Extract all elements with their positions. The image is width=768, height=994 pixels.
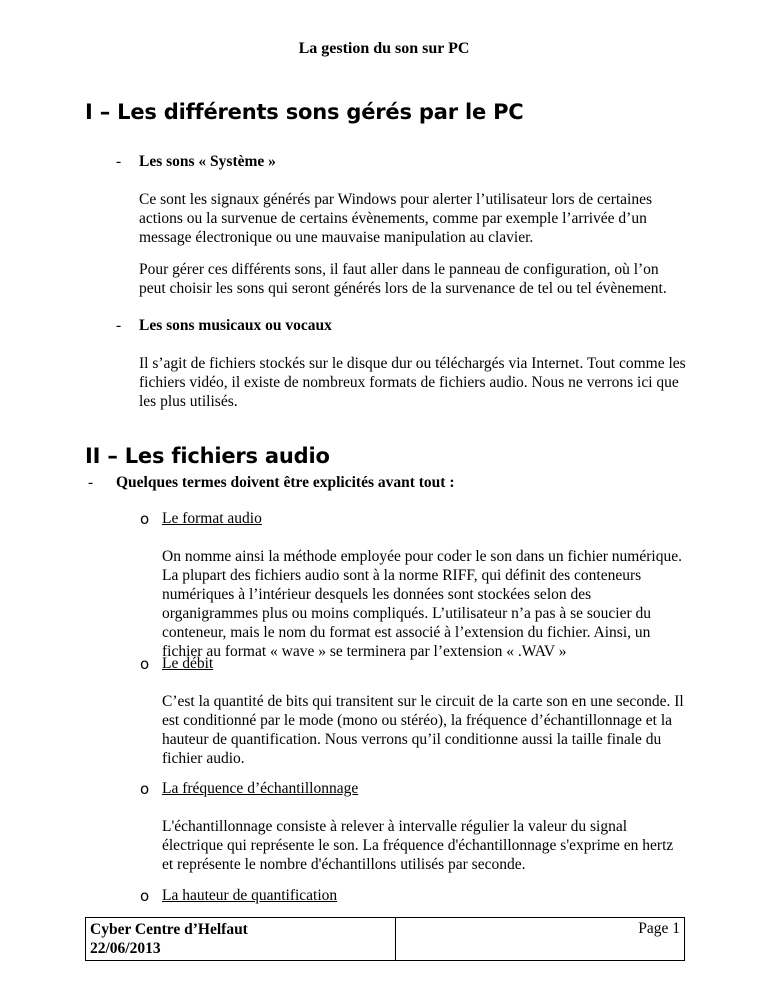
section-1-heading: I – Les différents sons gérés par le PC <box>85 100 524 124</box>
term-sampling-frequency-title: La fréquence d’échantillonnage <box>162 780 359 797</box>
footer-org <box>86 918 396 960</box>
terms-intro: Quelques termes doivent être explicités avant tout : <box>116 474 455 491</box>
dash-bullet: - <box>116 153 122 170</box>
item-system-sounds-para-2: Pour gérer ces différents sons, il faut aller dans le panneau de configuration, où l’on peut choisir les sons qui seront générés lors de la survenance de tel ou tel évènement. <box>139 261 667 297</box>
footer-date: 22/06/2013 <box>90 940 161 957</box>
term-format-audio-text: On nomme ainsi la méthode employée pour coder le son dans un fichier numérique. La plupart des fichiers audio sont à la norme RIFF, qui définit des conteneurs numériques à l’intérieur desquels les données sont stockées selon des organigrammes plus ou moins compliqués. L’utilisateur n’a pas à se soucier du conteneur, mais le nom du format est associé à l’extension du fichier. Ainsi, un fichier au format « wave » se terminera par l’extension « .WAV » <box>162 548 682 660</box>
term-debit-text: C’est la quantité de bits qui transitent sur le circuit de la carte son en une seconde. Il est conditionné par le mode (mono ou stéréo), la fréquence d’échantillonnage et la hauteur de quantification. Nous verrons qu’il conditionne aussi la taille finale du fichier audio. <box>162 693 684 767</box>
item-music-sounds-para: Il s’agit de fichiers stockés sur le disque dur ou téléchargés via Internet. Tout comme les fichiers vidéo, il existe de nombreux formats de fichiers audio. Nous ne verrons ici que les plus utilisés. <box>139 355 686 410</box>
circle-bullet-icon: o <box>140 510 150 528</box>
item-system-sounds-title: Les sons « Système » <box>139 153 276 170</box>
circle-bullet-icon: o <box>140 887 150 905</box>
term-format-audio-title: Le format audio <box>162 510 262 527</box>
item-music-sounds-title: Les sons musicaux ou vocaux <box>139 317 332 334</box>
circle-bullet-icon: o <box>140 655 150 673</box>
footer-org-name: Cyber Centre d’Helfaut <box>90 921 248 938</box>
term-debit-title: Le débit <box>162 655 214 672</box>
dash-bullet: - <box>88 474 94 491</box>
footer-page-number: Page 1 <box>638 920 680 937</box>
section-2-heading: II – Les fichiers audio <box>85 444 330 468</box>
term-quantization-title: La hauteur de quantification <box>162 887 338 904</box>
term-sampling-frequency-text: L'échantillonnage consiste à relever à intervalle régulier la valeur du signal électrique qui représente le son. La fréquence d'échantillonnage s'exprime en hertz et représente le nombre d'échantillons utilisés par seconde. <box>162 818 674 873</box>
dash-bullet: - <box>116 317 122 334</box>
page-footer <box>85 917 685 961</box>
circle-bullet-icon: o <box>140 780 150 798</box>
item-system-sounds-para-1: Ce sont les signaux générés par Windows pour alerter l’utilisateur lors de certaines actions ou la survenue de certains évènements, comme par exemple l’arrivée d’un message électronique ou une mauvaise manipulation au clavier. <box>139 191 653 246</box>
page-header-title: La gestion du son sur PC <box>298 40 470 57</box>
